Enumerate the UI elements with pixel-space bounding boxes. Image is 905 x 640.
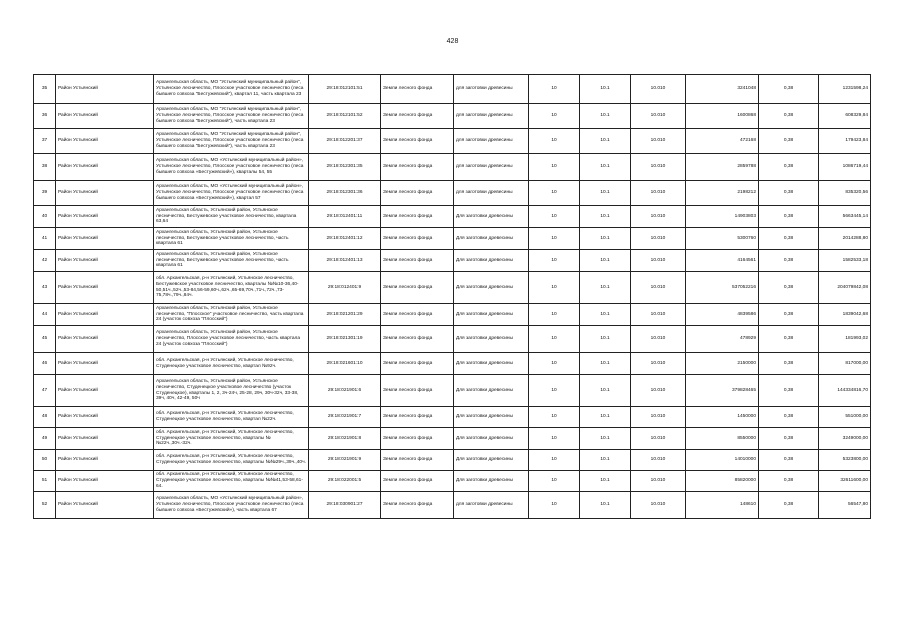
land-category-cell: Земли лесного фонда	[381, 104, 454, 129]
cadastral-value-cell: 5663445,14	[819, 206, 871, 228]
usage-code-cell: 10.010	[631, 428, 686, 450]
location-cell: Архангельская область, Устьянский район, Устьянское лесничество, "Плосское" участковое лесничество, часть квартала 24 (участок совхоза "Плосский")	[154, 304, 309, 326]
location-cell: обл. Архангельская, р-н Устьянский, Устьянское лесничество, Студенецкое участковое лесничество, квартал №22ч.	[154, 407, 309, 428]
group-code-cell: 10	[529, 75, 580, 104]
area-cell: 8550000	[686, 428, 759, 450]
area-cell: 2150000	[686, 353, 759, 375]
usage-code-cell: 10.010	[631, 129, 686, 154]
land-category-cell: Земли лесного фонда	[381, 492, 454, 519]
cadastral-value-cell: 1582533,18	[819, 250, 871, 272]
area-cell: 4164561	[686, 250, 759, 272]
location-cell: Архангельская область, Устьянский район, Устьянское лесничество, Бестужевское участковое лесничество, часть квартала 61	[154, 250, 309, 272]
permitted-use-cell: Для заготовки древесины	[454, 250, 529, 272]
permitted-use-cell: для заготовки древесины	[454, 75, 529, 104]
usage-code-cell: 10.010	[631, 104, 686, 129]
cadastral-value-cell: 2014288,80	[819, 228, 871, 250]
district-cell: Район Устьянский	[56, 272, 154, 304]
table-row	[34, 75, 871, 104]
group-code-cell: 10	[529, 154, 580, 181]
usage-code-cell: 10.010	[631, 154, 686, 181]
district-cell: Район Устьянский	[56, 353, 154, 375]
table-row	[34, 104, 871, 129]
district-cell: Район Устьянский	[56, 75, 154, 104]
group-code-cell: 10	[529, 375, 580, 407]
rate-cell: 0,38	[759, 471, 819, 492]
rate-cell: 0,38	[759, 154, 819, 181]
district-cell: Район Устьянский	[56, 428, 154, 450]
table-body	[34, 75, 871, 519]
group-code-cell: 10	[529, 407, 580, 428]
row-number: 50	[34, 450, 56, 471]
permitted-use-cell: Для заготовки древесины	[454, 206, 529, 228]
location-cell: Архангельская область, Устьянский район, Устьянское лесничество, Студенецкое участковое лесничество (участок Студенецкое), кварталы 1, 2, 3ч-24ч, 25-28, 29ч, 30ч-32ч, 33-38, 39ч, 40ч, 42-49, 50ч	[154, 375, 309, 407]
row-number: 46	[34, 353, 56, 375]
row-number: 47	[34, 375, 56, 407]
land-category-cell: Земли лесного фонда	[381, 250, 454, 272]
area-cell: 2859788	[686, 154, 759, 181]
table-row	[34, 407, 871, 428]
area-cell: 472168	[686, 129, 759, 154]
rate-cell: 0,38	[759, 75, 819, 104]
location-cell: Архангельская область, Устьянский район, Устьянское лесничество, Бестужевское участковое лесничество, часть квартала 61	[154, 228, 309, 250]
group-code-cell: 10	[529, 450, 580, 471]
subgroup-code-cell: 10.1	[580, 206, 631, 228]
permitted-use-cell: для заготовки древесины	[454, 492, 529, 519]
table-row	[34, 353, 871, 375]
area-cell: 5300760	[686, 228, 759, 250]
cadastral-value-cell: 1839042,68	[819, 304, 871, 326]
location-cell: Архангельская область, МО «Устьянский муниципальный район», Устьянское лесничество, Плосское участковое лесничество (леса бывшего совхоза «Бестужевский»), кварталы 54, 55	[154, 154, 309, 181]
subgroup-code-cell: 10.1	[580, 428, 631, 450]
land-category-cell: Земли лесного фонда	[381, 353, 454, 375]
group-code-cell: 10	[529, 272, 580, 304]
rate-cell: 0,38	[759, 104, 819, 129]
rate-cell: 0,38	[759, 407, 819, 428]
permitted-use-cell: Для заготовки древесины	[454, 450, 529, 471]
permitted-use-cell: для заготовки древесины	[454, 129, 529, 154]
subgroup-code-cell: 10.1	[580, 471, 631, 492]
cadastral-number-cell: 29:18:022001:5	[309, 471, 381, 492]
usage-code-cell: 10.010	[631, 181, 686, 206]
usage-code-cell: 10.010	[631, 206, 686, 228]
location-cell: Архангельская область, МО «Устьянский муниципальный район», Устьянское лесничество, Плосское участковое лесничество (леса бывшего совхоза «Бестужевский»), часть квартала 67	[154, 492, 309, 519]
group-code-cell: 10	[529, 471, 580, 492]
row-number: 48	[34, 407, 56, 428]
table-row	[34, 129, 871, 154]
land-category-cell: Земли лесного фонда	[381, 181, 454, 206]
land-category-cell: Земли лесного фонда	[381, 228, 454, 250]
row-number: 44	[34, 304, 56, 326]
land-category-cell: Земли лесного фонда	[381, 304, 454, 326]
cadastral-number-cell: 29:18:012201:37	[309, 129, 381, 154]
district-cell: Район Устьянский	[56, 450, 154, 471]
permitted-use-cell: для заготовки древесины	[454, 154, 529, 181]
table-row	[34, 326, 871, 353]
cadastral-number-cell: 29:18:012401:13	[309, 250, 381, 272]
group-code-cell: 10	[529, 326, 580, 353]
cadastral-number-cell: 29:18:012301:36	[309, 181, 381, 206]
row-number: 41	[34, 228, 56, 250]
cadastral-number-cell: 29:18:012401:11	[309, 206, 381, 228]
location-cell: Архангельская область, МО "Устьянский муниципальный район", Устьянское лесничество, Плосское участковое лесничество (леса бывшего совхоза "Бестужевский"), часть квартала 23	[154, 104, 309, 129]
district-cell: Район Устьянский	[56, 250, 154, 272]
area-cell: 379828465	[686, 375, 759, 407]
district-cell: Район Устьянский	[56, 326, 154, 353]
location-cell: Архангельская область, МО "Устьянский муниципальный район", Устьянское лесничество, Плосское участковое лесничество (леса бывшего совхоза "Бестужевский"), квартал 11, часть квартала 23	[154, 75, 309, 104]
cadastral-value-cell: 181993,02	[819, 326, 871, 353]
location-cell: Архангельская область, Устьянский район, Устьянское лесничество, Бестужевское участковое лесничество, квартала 63,64	[154, 206, 309, 228]
cadastral-value-cell: 1086719,44	[819, 154, 871, 181]
cadastral-number-cell: 29:18:012301:35	[309, 154, 381, 181]
district-cell: Район Устьянский	[56, 129, 154, 154]
rate-cell: 0,38	[759, 326, 819, 353]
district-cell: Район Устьянский	[56, 407, 154, 428]
permitted-use-cell: Для заготовки древесины	[454, 304, 529, 326]
group-code-cell: 10	[529, 304, 580, 326]
table-row	[34, 428, 871, 450]
location-cell: обл. Архангельская, р-н Устьянский, Устьянское лесничество, Студенецкое участковое лесничество, кварталы №№29ч.,39ч.,40ч.	[154, 450, 309, 471]
usage-code-cell: 10.010	[631, 450, 686, 471]
usage-code-cell: 10.010	[631, 228, 686, 250]
rate-cell: 0,38	[759, 304, 819, 326]
rate-cell: 0,38	[759, 181, 819, 206]
cadastral-value-cell: 835320,56	[819, 181, 871, 206]
land-category-cell: Земли лесного фонда	[381, 75, 454, 104]
location-cell: обл. Архангельская, р-н Устьянский, Устьянское лесничество, Бестужевское участковое лесничество, кварталы №№10-36,40-50,51ч.,52ч.,53-84,56-59,60ч.,62ч.,65-69,70ч.,71ч.,72ч.,73-75,78ч.,79ч.,84ч.	[154, 272, 309, 304]
rate-cell: 0,38	[759, 272, 819, 304]
table-row	[34, 250, 871, 272]
row-number: 51	[34, 471, 56, 492]
cadastral-value-cell: 32611600,00	[819, 471, 871, 492]
cadastral-value-cell: 817000,00	[819, 353, 871, 375]
usage-code-cell: 10.010	[631, 375, 686, 407]
subgroup-code-cell: 10.1	[580, 181, 631, 206]
district-cell: Район Устьянский	[56, 375, 154, 407]
area-cell: 148610	[686, 492, 759, 519]
permitted-use-cell: для заготовки древесины	[454, 104, 529, 129]
permitted-use-cell: Для заготовки древесины	[454, 375, 529, 407]
row-number: 42	[34, 250, 56, 272]
usage-code-cell: 10.010	[631, 326, 686, 353]
subgroup-code-cell: 10.1	[580, 407, 631, 428]
subgroup-code-cell: 10.1	[580, 104, 631, 129]
land-category-cell: Земли лесного фонда	[381, 450, 454, 471]
cadastral-number-cell: 29:18:030901:27	[309, 492, 381, 519]
cadastral-number-cell: 29:18:021301:19	[309, 326, 381, 353]
land-category-cell: Земли лесного фонда	[381, 428, 454, 450]
cadastral-number-cell: 29:18:021901:7	[309, 407, 381, 428]
usage-code-cell: 10.010	[631, 250, 686, 272]
cadastral-value-cell: 608329,84	[819, 104, 871, 129]
rate-cell: 0,38	[759, 450, 819, 471]
table-row	[34, 471, 871, 492]
group-code-cell: 10	[529, 206, 580, 228]
permitted-use-cell: Для заготовки древесины	[454, 471, 529, 492]
district-cell: Район Устьянский	[56, 471, 154, 492]
group-code-cell: 10	[529, 104, 580, 129]
cadastral-value-cell: 1231598,24	[819, 75, 871, 104]
area-cell: 14903803	[686, 206, 759, 228]
area-cell: 478929	[686, 326, 759, 353]
location-cell: обл. Архангельская, р-н Устьянский, Устьянское лесничество, Студенецкое участковое лесничество, кварталы №№41,53-58,61-64.	[154, 471, 309, 492]
land-category-cell: Земли лесного фонда	[381, 407, 454, 428]
group-code-cell: 10	[529, 428, 580, 450]
land-category-cell: Земли лесного фонда	[381, 206, 454, 228]
cadastral-number-cell: 29:18:021901:8	[309, 428, 381, 450]
location-cell: Архангельская область, МО "Устьянский муниципальный район", Устьянское лесничество, Плосское участковое лесничество (леса бывшего совхоза "Бестужевский"), часть квартала 23	[154, 129, 309, 154]
area-cell: 14010000	[686, 450, 759, 471]
row-number: 45	[34, 326, 56, 353]
table-row	[34, 228, 871, 250]
location-cell: Архангельская область, МО «Устьянский муниципальный район», Устьянское лесничество, Плосское участковое лесничество (леса бывшего совхоза «Бестужевский»), квартал 57	[154, 181, 309, 206]
rate-cell: 0,38	[759, 250, 819, 272]
cadastral-value-cell: 144334816,70	[819, 375, 871, 407]
area-cell: 4839586	[686, 304, 759, 326]
rate-cell: 0,38	[759, 129, 819, 154]
usage-code-cell: 10.010	[631, 304, 686, 326]
land-category-cell: Земли лесного фонда	[381, 375, 454, 407]
rate-cell: 0,38	[759, 375, 819, 407]
group-code-cell: 10	[529, 353, 580, 375]
group-code-cell: 10	[529, 181, 580, 206]
subgroup-code-cell: 10.1	[580, 75, 631, 104]
usage-code-cell: 10.010	[631, 407, 686, 428]
cadastral-number-cell: 29:18:021901:9	[309, 450, 381, 471]
table-row	[34, 181, 871, 206]
table-row	[34, 450, 871, 471]
cadastral-value-cell: 551000,00	[819, 407, 871, 428]
area-cell: 1450000	[686, 407, 759, 428]
table-row	[34, 272, 871, 304]
rate-cell: 0,38	[759, 353, 819, 375]
cadastral-number-cell: 29:18:012401:9	[309, 272, 381, 304]
row-number: 52	[34, 492, 56, 519]
rate-cell: 0,38	[759, 206, 819, 228]
row-number: 40	[34, 206, 56, 228]
row-number: 37	[34, 129, 56, 154]
cadastral-number-cell: 29:18:021201:29	[309, 304, 381, 326]
land-category-cell: Земли лесного фонда	[381, 326, 454, 353]
subgroup-code-cell: 10.1	[580, 154, 631, 181]
area-cell: 537052216	[686, 272, 759, 304]
district-cell: Район Устьянский	[56, 492, 154, 519]
location-cell: обл. Архангельская, р-н Устьянский, Устьянское лесничество, Студенецкое участковое лесничество, кварталы №№22ч.,30ч.-32ч.	[154, 428, 309, 450]
permitted-use-cell: Для заготовки древесины	[454, 272, 529, 304]
row-number: 38	[34, 154, 56, 181]
district-cell: Район Устьянский	[56, 304, 154, 326]
usage-code-cell: 10.010	[631, 75, 686, 104]
location-cell: Архангельская область, Устьянский район, Устьянское лесничество, Плосское участковое лесничество, часть квартала 24 (участок совхоза "Плосский")	[154, 326, 309, 353]
permitted-use-cell: Для заготовки древесины	[454, 353, 529, 375]
cadastral-value-cell: 204079842,08	[819, 272, 871, 304]
cadastral-value-cell: 179423,84	[819, 129, 871, 154]
rate-cell: 0,38	[759, 428, 819, 450]
table-row	[34, 206, 871, 228]
group-code-cell: 10	[529, 228, 580, 250]
cadastral-value-cell: 56547,80	[819, 492, 871, 519]
land-category-cell: Земли лесного фонда	[381, 129, 454, 154]
area-cell: 2198212	[686, 181, 759, 206]
group-code-cell: 10	[529, 250, 580, 272]
district-cell: Район Устьянский	[56, 181, 154, 206]
row-number: 36	[34, 104, 56, 129]
cadastral-number-cell: 29:18:012101:52	[309, 104, 381, 129]
row-number: 49	[34, 428, 56, 450]
usage-code-cell: 10.010	[631, 272, 686, 304]
table-row	[34, 304, 871, 326]
rate-cell: 0,38	[759, 492, 819, 519]
subgroup-code-cell: 10.1	[580, 129, 631, 154]
area-cell: 3241048	[686, 75, 759, 104]
permitted-use-cell: для заготовки древесины	[454, 181, 529, 206]
permitted-use-cell: Для заготовки древесины	[454, 428, 529, 450]
subgroup-code-cell: 10.1	[580, 228, 631, 250]
permitted-use-cell: Для заготовки древесины	[454, 407, 529, 428]
usage-code-cell: 10.010	[631, 353, 686, 375]
rate-cell: 0,38	[759, 228, 819, 250]
row-number: 43	[34, 272, 56, 304]
district-cell: Район Устьянский	[56, 154, 154, 181]
land-category-cell: Земли лесного фонда	[381, 272, 454, 304]
cadastral-number-cell: 29:18:021601:10	[309, 353, 381, 375]
table-row	[34, 154, 871, 181]
table-row	[34, 375, 871, 407]
row-number: 39	[34, 181, 56, 206]
page-number: 428	[446, 38, 459, 45]
subgroup-code-cell: 10.1	[580, 450, 631, 471]
land-register-table	[33, 74, 871, 519]
group-code-cell: 10	[529, 492, 580, 519]
cadastral-number-cell: 29:18:012401:12	[309, 228, 381, 250]
subgroup-code-cell: 10.1	[580, 375, 631, 407]
usage-code-cell: 10.010	[631, 492, 686, 519]
row-number: 35	[34, 75, 56, 104]
subgroup-code-cell: 10.1	[580, 304, 631, 326]
cadastral-value-cell: 5323800,00	[819, 450, 871, 471]
permitted-use-cell: Для заготовки древесины	[454, 228, 529, 250]
district-cell: Район Устьянский	[56, 228, 154, 250]
area-cell: 85820000	[686, 471, 759, 492]
subgroup-code-cell: 10.1	[580, 250, 631, 272]
district-cell: Район Устьянский	[56, 104, 154, 129]
subgroup-code-cell: 10.1	[580, 326, 631, 353]
cadastral-number-cell: 29:18:012101:51	[309, 75, 381, 104]
group-code-cell: 10	[529, 129, 580, 154]
location-cell: обл. Архангельская, р-н Устьянский, Устьянское лесничество, Студенецкое участковое лесничество, квартал №92ч.	[154, 353, 309, 375]
land-category-cell: Земли лесного фонда	[381, 471, 454, 492]
cadastral-number-cell: 29:18:021901:6	[309, 375, 381, 407]
district-cell: Район Устьянский	[56, 206, 154, 228]
subgroup-code-cell: 10.1	[580, 492, 631, 519]
subgroup-code-cell: 10.1	[580, 272, 631, 304]
usage-code-cell: 10.010	[631, 471, 686, 492]
cadastral-value-cell: 3249000,00	[819, 428, 871, 450]
subgroup-code-cell: 10.1	[580, 353, 631, 375]
table-row	[34, 492, 871, 519]
land-category-cell: Земли лесного фонда	[381, 154, 454, 181]
area-cell: 1600868	[686, 104, 759, 129]
permitted-use-cell: Для заготовки древесины	[454, 326, 529, 353]
